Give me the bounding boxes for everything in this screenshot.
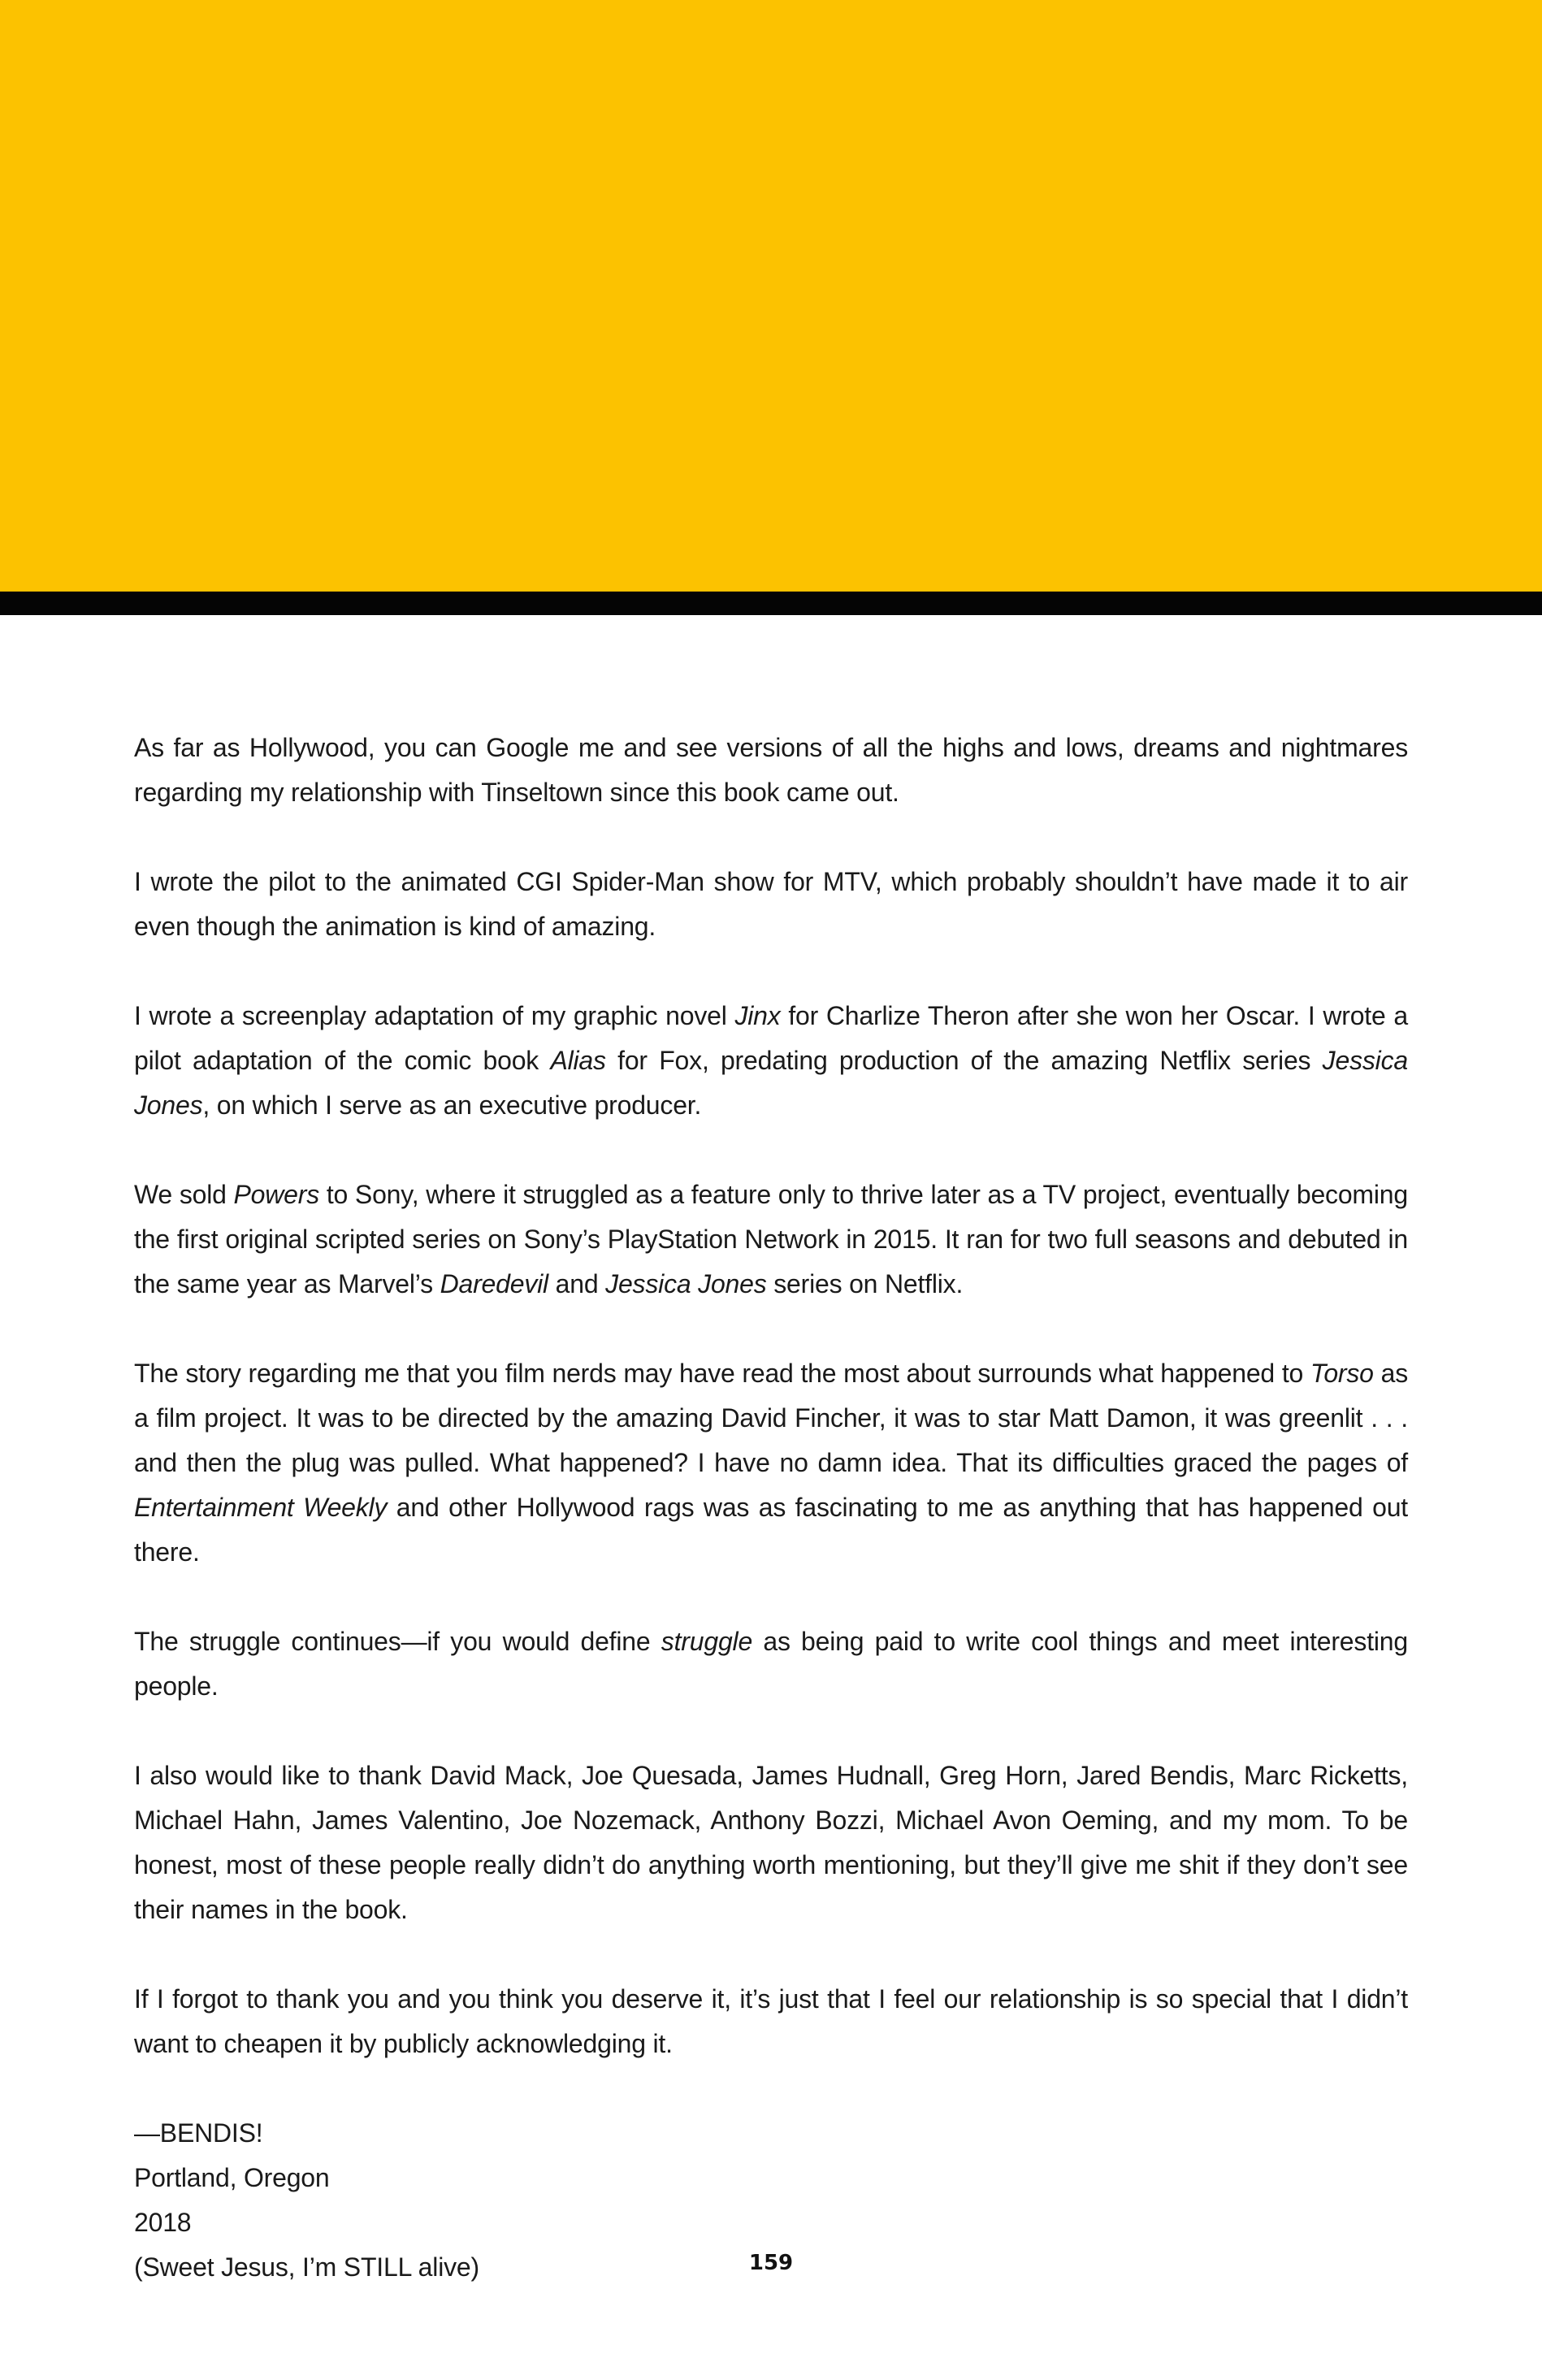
body-paragraph — [134, 726, 1408, 815]
paragraph-text: as being paid to write cool things and meet interesting people. — [134, 1627, 1408, 1701]
body-paragraph — [134, 994, 1408, 1128]
paragraph-text: for Charlize Theron after she won her Oscar. I wrote a pilot adaptation of the comic book — [134, 1001, 1408, 1075]
paragraph-text: I wrote a screenplay adaptation of my graphic novel — [134, 1001, 735, 1030]
article-body — [134, 726, 1408, 2290]
body-paragraph — [134, 860, 1408, 949]
paragraph-text: and other Hollywood rags was as fascinating to me as anything that has happened out there. — [134, 1493, 1408, 1567]
italic-title-text: Powers — [233, 1180, 320, 1209]
paragraph-text: for Fox, predating production of the amazing Netflix series — [605, 1046, 1323, 1075]
paragraph-text: The struggle continues—if you would define — [134, 1627, 661, 1656]
page-number: 159 — [748, 2251, 794, 2275]
signature-note: (Sweet Jesus, I’m STILL alive) — [134, 2252, 479, 2282]
italic-title-text: Jinx — [734, 1001, 781, 1030]
paragraph-text: to Sony, where it struggled as a feature only to thrive later as a TV project, eventually becoming the first original scripted series on Sony’s PlayStation Network in 2015. It ran for two full seasons and debuted in the same year as Marvel’s — [134, 1180, 1408, 1298]
header-color-band — [0, 0, 1542, 592]
italic-title-text: Torso — [1310, 1359, 1374, 1388]
signature-name: —BENDIS! — [134, 2118, 263, 2148]
italic-title-text: Alias — [550, 1046, 606, 1075]
paragraph-list — [134, 726, 1408, 2066]
body-paragraph — [134, 1977, 1408, 2066]
paragraph-text: series on Netflix. — [766, 1269, 964, 1298]
italic-title-text: Daredevil — [440, 1269, 548, 1298]
paragraph-text: The story regarding me that you film nerds may have read the most about surrounds what happened to — [134, 1359, 1310, 1388]
paragraph-text: If I forgot to thank you and you think you deserve it, it’s just that I feel our relationship is so special that I didn’t want to cheapen it by publicly acknowledging it. — [134, 1984, 1408, 2058]
paragraph-text: As far as Hollywood, you can Google me and see versions of all the highs and lows, dreams and nightmares regarding my relationship with Tinseltown since this book came out. — [134, 733, 1408, 807]
signature-year: 2018 — [134, 2208, 192, 2237]
italic-title-text: Entertainment Weekly — [134, 1493, 388, 1522]
paragraph-text: We sold — [134, 1180, 234, 1209]
paragraph-text: as a film project. It was to be directed by the amazing David Fincher, it was to star Matt Damon, it was greenlit . . . and then the plug was pulled. What happened? I have no damn idea. That its difficulties graced the pages of — [134, 1359, 1408, 1477]
paragraph-text: I also would like to thank David Mack, Joe Quesada, James Hudnall, Greg Horn, Jared Bendis, Marc Ricketts, Michael Hahn, James Valentino, Joe Nozemack, Anthony Bozzi, Michael Avon Oeming, and my mom. To be honest, most of these people really didn’t do anything worth mentioning, but they’ll give me shit if they don’t see their names in the book. — [134, 1761, 1408, 1924]
body-paragraph — [134, 1619, 1408, 1709]
paragraph-text: , on which I serve as an executive producer. — [202, 1090, 702, 1120]
paragraph-text: I wrote the pilot to the animated CGI Spider-Man show for MTV, which probably shouldn’t have made it to air even though the animation is kind of amazing. — [134, 867, 1408, 941]
header-divider-rule — [0, 592, 1542, 615]
body-paragraph — [134, 1173, 1408, 1307]
italic-title-text: Jessica Jones — [134, 1046, 1408, 1120]
body-paragraph — [134, 1754, 1408, 1932]
paragraph-text: and — [548, 1269, 606, 1298]
body-paragraph — [134, 1351, 1408, 1575]
italic-title-text: struggle — [661, 1627, 753, 1656]
italic-title-text: Jessica Jones — [605, 1269, 767, 1298]
signature-place: Portland, Oregon — [134, 2163, 330, 2192]
